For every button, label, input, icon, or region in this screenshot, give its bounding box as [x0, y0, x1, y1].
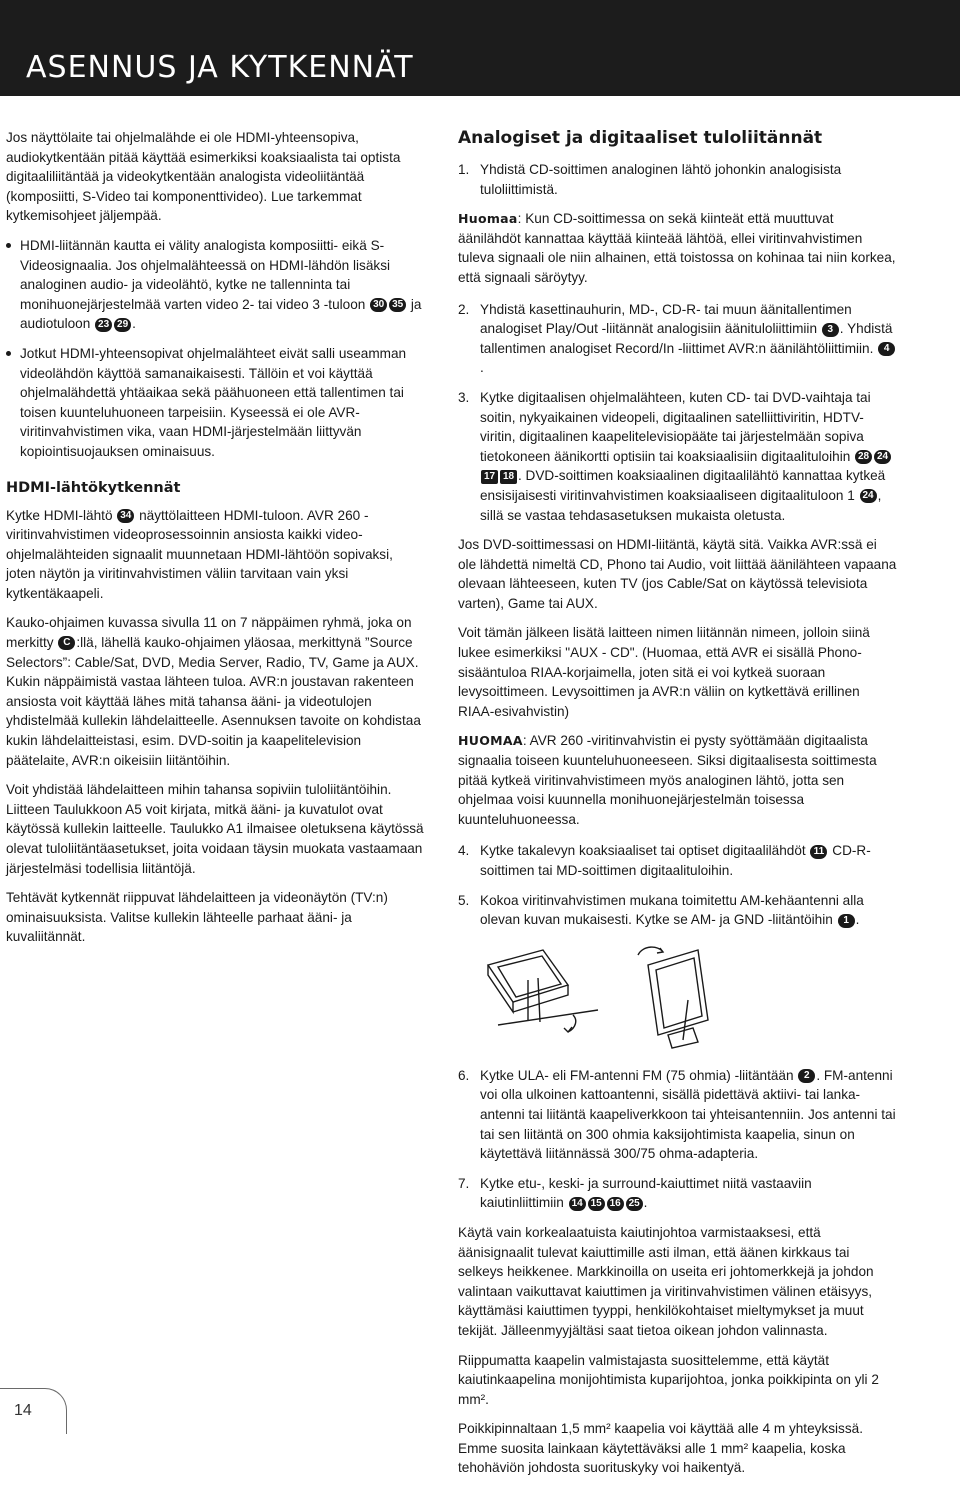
page-header [0, 0, 960, 96]
connector-badge: 1 [838, 914, 855, 928]
list-text: Kokoa viritinvahvistimen mukana toimitettu AM-kehäantenni alla olevan kuvan mukaisesti. Kytke se AM- ja GND -liitäntöihin [480, 892, 864, 928]
connector-badge: 35 [389, 298, 406, 312]
text: Kytke HDMI-lähtö [6, 507, 113, 523]
list-item: 5. Kokoa viritinvahvistimen mukana toimitettu AM-kehäantenni alla olevan kuvan mukaisesti. Kytke se AM- ja GND -liitäntöihin 1 . [458, 892, 864, 928]
list-text: . [855, 912, 860, 928]
connector-badge: 28 [855, 450, 872, 464]
am-antenna-illustration [458, 940, 898, 1050]
list-item: 2. Yhdistä kasettinauhurin, MD-, CD-R- tai muun äänitallentimen analogiset Play/Out -liitännät analogisiin äänituloliittimiin 3 . Yhdistä tallentimen analogiset Record/In -liittimet AVR:n äänilähtöliittimiin. 4. [458, 300, 898, 378]
list-item: 7. Kytke etu-, keski- ja surround-kaiuttimet niitä vastaaviin kaiutinliittimiin 14 15 16 25 . [458, 1175, 812, 1211]
bullet-item: Jotkut HDMI-yhteensopivat ohjelmalähteet eivät salli useamman videolähdön käyttöä samanaikaisesti. Tällöin et voi käyttää ohjelmalähdettä yhtäaikaa sekä päähuoneen että tallentimen tai toisen kuunteluhuoneen tarpeisiin. Kyseessä ei ole AVR-viritinvahvistimen vika, vaan HDMI-järjestelmään liittyvän kopiointisuojauksen ominaisuus. [6, 344, 426, 462]
list-text: Kytke takalevyn koaksiaaliset tai optiset digitaalilähdöt [480, 843, 806, 859]
list-item: 3. Kytke digitaalisen ohjelmalähteen, kuten CD- tai DVD-vaihtaja tai soitin, nykyaikainen videopeli, digitaalinen satelliittiviritin, HDTV-viritin, digitaalinen kaapelitelevisiopääte tai järjestelmään sopiva tietokoneen äänikortti optisiin tai koaksiaalisiin digitaalituloihin 28 2417 18 . DVD-soittimen koaksiaalinen digitaalilähtö kannattaa kytkeä ensisijaisesti viritinvahvistimen koaksiaaliseen digitaalituloon 1 24 , sillä se vastaa tehdasasetuksen mukaista oletusta. [458, 388, 898, 525]
list-item: 6. Kytke ULA- eli FM-antenni FM (75 ohmia) -liitäntään 2 . FM-antenni voi olla ulkoinen kattoantenni, sisällä pidettävä aktiivi- tai lanka-antenni tai liitäntä kaapeliverkkoon tai yhteisantenniin. Jos antenni tai tai sen liitäntä on 300 ohmia kaksijohtimista kaapelia, sinun on käytettävä liitännässä 300/75 ohma-adapteria. [458, 1067, 896, 1162]
connector-badge: 23 [95, 318, 112, 332]
list-item: 1. Yhdistä CD-soittimen analoginen lähtö johonkin analogisista tuloliittimistä. [458, 162, 842, 197]
paragraph [6, 506, 426, 604]
text: näyttölaitteen HDMI-tuloon. AVR 260 -viritinvahvistimen videoprosessoinnin ansiosta kaikki videoohjelmalähteiden signaalit muunnetaan HDMI-lähtöön sopivaksi, joten näytön ja viritinvahvistimen väliin tarvitaan vain yksi kytkentäkaapeli. [6, 507, 393, 601]
connector-badge: 3 [822, 323, 839, 337]
paragraph: Voit yhdistää lähdelaitteen mihin tahansa sopiviin tuloliitäntöihin. Liitteen Taulukkoon A5 voit kirjata, mitkä ääni- ja kuvatulot ovat käytössä kullekin laitteelle. Taulukko A1 ilmaisee oletuksena käytössä olevat tuloliitäntäasetukset, joita voidaan täysin muokata vastaamaan järjestelmäsi todellisia liitäntöjä. [6, 782, 424, 876]
left-column [6, 128, 426, 957]
right-column [458, 128, 898, 1488]
connector-badge: 24 [860, 489, 877, 503]
connector-badge: 14 [569, 1197, 586, 1211]
page-number: 14 [14, 1402, 32, 1419]
connector-badge: 4 [878, 342, 895, 356]
connector-badge: 2 [798, 1069, 815, 1083]
connector-badge: 11 [810, 845, 827, 859]
text: Kauko-ohjaimen kuvassa sivulla 11 on 7 näppäimen ryhmä, joka on merkitty [6, 615, 412, 651]
list-text: Kytke etu-, keski- ja surround-kaiuttimet niitä vastaaviin kaiutinliittimiin [480, 1175, 812, 1211]
list-text: . DVD-soittimen koaksiaalinen digitaalilähtö kannattaa kytkeä ensisijaisesti viritinvahvistimen koaksiaaliseen digitaalituloon 1 [480, 468, 886, 503]
connector-badge: 30 [370, 298, 387, 312]
list-text: Kytke digitaalisen ohjelmalähteen, kuten CD- tai DVD-vaihtaja tai soitin, nykyaikainen videopeli, digitaalinen satelliittiviritin, HDTV-viritin, digitaalinen kaapelitelevisiopääte tai järjestelmään sopiva tietokoneen äänikortti optisiin tai koaksiaalisiin digitaalituloihin [480, 389, 871, 464]
bullet-text: . [132, 316, 136, 332]
section-heading: Analogiset ja digitaaliset tuloliitännät [458, 128, 823, 148]
list-text: . [480, 360, 484, 376]
note-label: Huomaa [458, 211, 518, 227]
note-text: : Kun CD-soittimessa on sekä kiinteät että muuttuvat äänilähdöt kannattaa käyttää kiinteää lähtöä, ellei viritinvahvistimen tuleva signaali ole niin alhainen, että toistossa on kohinaa tai niin korkea, että signaali säröytyy. [458, 211, 896, 285]
remote-group-badge: C [58, 636, 75, 650]
note-label: HUOMAA [458, 733, 523, 749]
connector-badge: 16 [607, 1197, 624, 1211]
connector-badge: 18 [500, 470, 517, 484]
paragraph [6, 613, 426, 770]
text: :llä, lähellä kauko-ohjaimen yläosaa, merkittynä ”Source Selectors”: Cable/Sat, DVD, Media Server, Radio, TV, Game ja AUX. Kukin näppäimistä vastaa lähteen tuloa. AVR:n joustavan rakenteen ansiosta voit käyttää lähes mitä tahansa ääni- ja videotulojen yhdistelmää kullekin lähdelaitteelle. Asennuksen tavoite on kohdistaa kukin lähdelaitteistasi, esim. DVD-soitin ja kaapelitelevision päätelaite, AVR:n oikeisiin liitäntöihin. [6, 635, 421, 768]
connector-badge: 15 [588, 1197, 605, 1211]
paragraph: Poikkipinnaltaan 1,5 mm² kaapelia voi käyttää alle 4 m yhteyksissä. Emme suosita lainkaan käytettäväksi alle 1 mm² kaapelia, koska tehohäviön johdosta suorituskyky voi haikentyä. [458, 1421, 863, 1476]
section-heading: HDMI-lähtökytkennät [6, 479, 181, 496]
paragraph: Tehtävät kytkennät riippuvat lähdelaitteen ja videonäytön (TV:n) ominaisuuksista. Valitse kullekin lähteelle parhaat ääni- ja kuvaliitännät. [6, 890, 388, 945]
note [458, 731, 898, 829]
am-antenna-icon [458, 940, 898, 1050]
connector-badge: 17 [481, 470, 498, 484]
list-text: , sillä se vastaa tehdasasetuksen mukaista oletusta. [480, 487, 882, 523]
intro-paragraph: Jos näyttölaite tai ohjelmalähde ei ole HDMI-yhteensopiva, audiokytkentään pitää käyttää esimerkiksi koaksiaalista tai optista digitaaliliitäntää ja videokytkentään analogista videoliitäntää (komposiitti, S-Video tai komponenttivideo). Lue tarkemmat kytkemisohjeet jäljempää. [6, 130, 401, 224]
list-text: Yhdistä kasettinauhurin, MD-, CD-R- tai muun äänitallentimen analogiset Play/Out -liitännät analogisiin äänituloliittimiin [480, 301, 852, 337]
bullet-text: HDMI-liitännän kautta ei välity analogista komposiitti- eikä S-Videosignaalia. Jos ohjelmalähteessä on HDMI-lähdön lisäksi analoginen audio- ja videolähtö, kytke ne tallenninta tai monihuonejärjestelmää varten video 2- tai video 3 -tuloon [20, 237, 391, 312]
note [458, 209, 898, 287]
connector-badge: 24 [874, 450, 891, 464]
list-text: CD-R-soittimen tai MD-soittimen digitaalituloihin. [480, 843, 871, 878]
connector-badge: 25 [626, 1197, 643, 1211]
list-text: . [643, 1195, 648, 1211]
bullet-text: ja audiotuloon [20, 296, 422, 332]
list-text: . Yhdistä tallentimen analogiset Record/In -liittimet AVR:n äänilähtöliittimiin. [480, 321, 893, 356]
page-number-tab [0, 1388, 67, 1434]
bullet-item [6, 236, 426, 334]
connector-badge: 34 [117, 509, 134, 523]
connector-badge: 29 [114, 318, 131, 332]
list-text: Kytke ULA- eli FM-antenni FM (75 ohmia) -liitäntään [480, 1067, 794, 1083]
list-item: 4. Kytke takalevyn koaksiaaliset tai optiset digitaalilähdöt 11 CD-R-soittimen tai MD-soittimen digitaalituloihin. [458, 843, 871, 878]
list-text: Yhdistä CD-soittimen analoginen lähtö johonkin analogisista tuloliittimistä. [480, 162, 842, 197]
paragraph: Jos DVD-soittimessasi on HDMI-liitäntä, käytä sitä. Vaikka AVR:ssä ei ole lähdettä nimeltä CD, Phono tai Audio, voit liittää äänilähteen vapaana olevaan lähteeseen, kuten TV (jos Cable/Sat on käytössä televisiota varten), Game tai AUX. [458, 537, 897, 611]
list-text: . FM-antenni voi olla ulkoinen kattoantenni, sisällä pidettävä aktiivi- tai lanka-antenni tai liitäntä kaapeliverkkoon tai yhteisantenniin. Jos antenni tai tai sen liitäntä on 300 ohmia kaksijohtimista kaapelia, sinun on käytettävä liitännässä 300/75 ohma-adapteria. [480, 1067, 896, 1162]
page-title: ASENNUS JA KYTKENNÄT [26, 50, 414, 85]
paragraph: Voit tämän jälkeen lisätä laitteen nimen liitännän nimeen, jolloin siinä lukee esimerkiksi "AUX - CD". (Huomaa, että AVR ei sisällä Phono-sisääntuloa RIAA-korjaimella, joten sitä ei voi kytkeä suoraan levysoittimeen. Levysoittimen ja AVR:n väliin on kytkettävä erillinen RIAA-esivahvistin) [458, 625, 870, 719]
note-text: : AVR 260 -viritinvahvistin ei pysty syöttämään digitaalista signaalia toiseen kuunteluhuoneeseen. Siksi digitaalisesta soittimesta pitää kytkeä viritinvahvistimeen myös analoginen lähtö, jotta sen ohjelmaa voisi kuunnella monihuonejärjestelmän toisessa kuunteluhuoneessa. [458, 733, 877, 827]
paragraph: Käytä vain korkealaatuista kaiutinjohtoa varmistaaksesi, että äänisignaalit tulevat kaiuttimille asti ilman, että äänen kirkkaus tai selkeys heikkenee. Markkinoilla on useita eri johtomerkkejä ja johdon valintaan vaikuttavat kaiuttimen ja viritinvahvistimen välinen etäisyys, käyttämäsi kaiuttimen tyyppi, henkilökohtaiset mieltymykset ja muut tekijät. Jälleenmyyjältäsi saat tietoa oikean johdon valinnasta. [458, 1224, 874, 1338]
paragraph: Riippumatta kaapelin valmistajasta suosittelemme, että käytät kaiutinkaapelina monijohtimista kuparijohtoa, jonka poikkipinta on yli 2 mm². [458, 1352, 879, 1407]
